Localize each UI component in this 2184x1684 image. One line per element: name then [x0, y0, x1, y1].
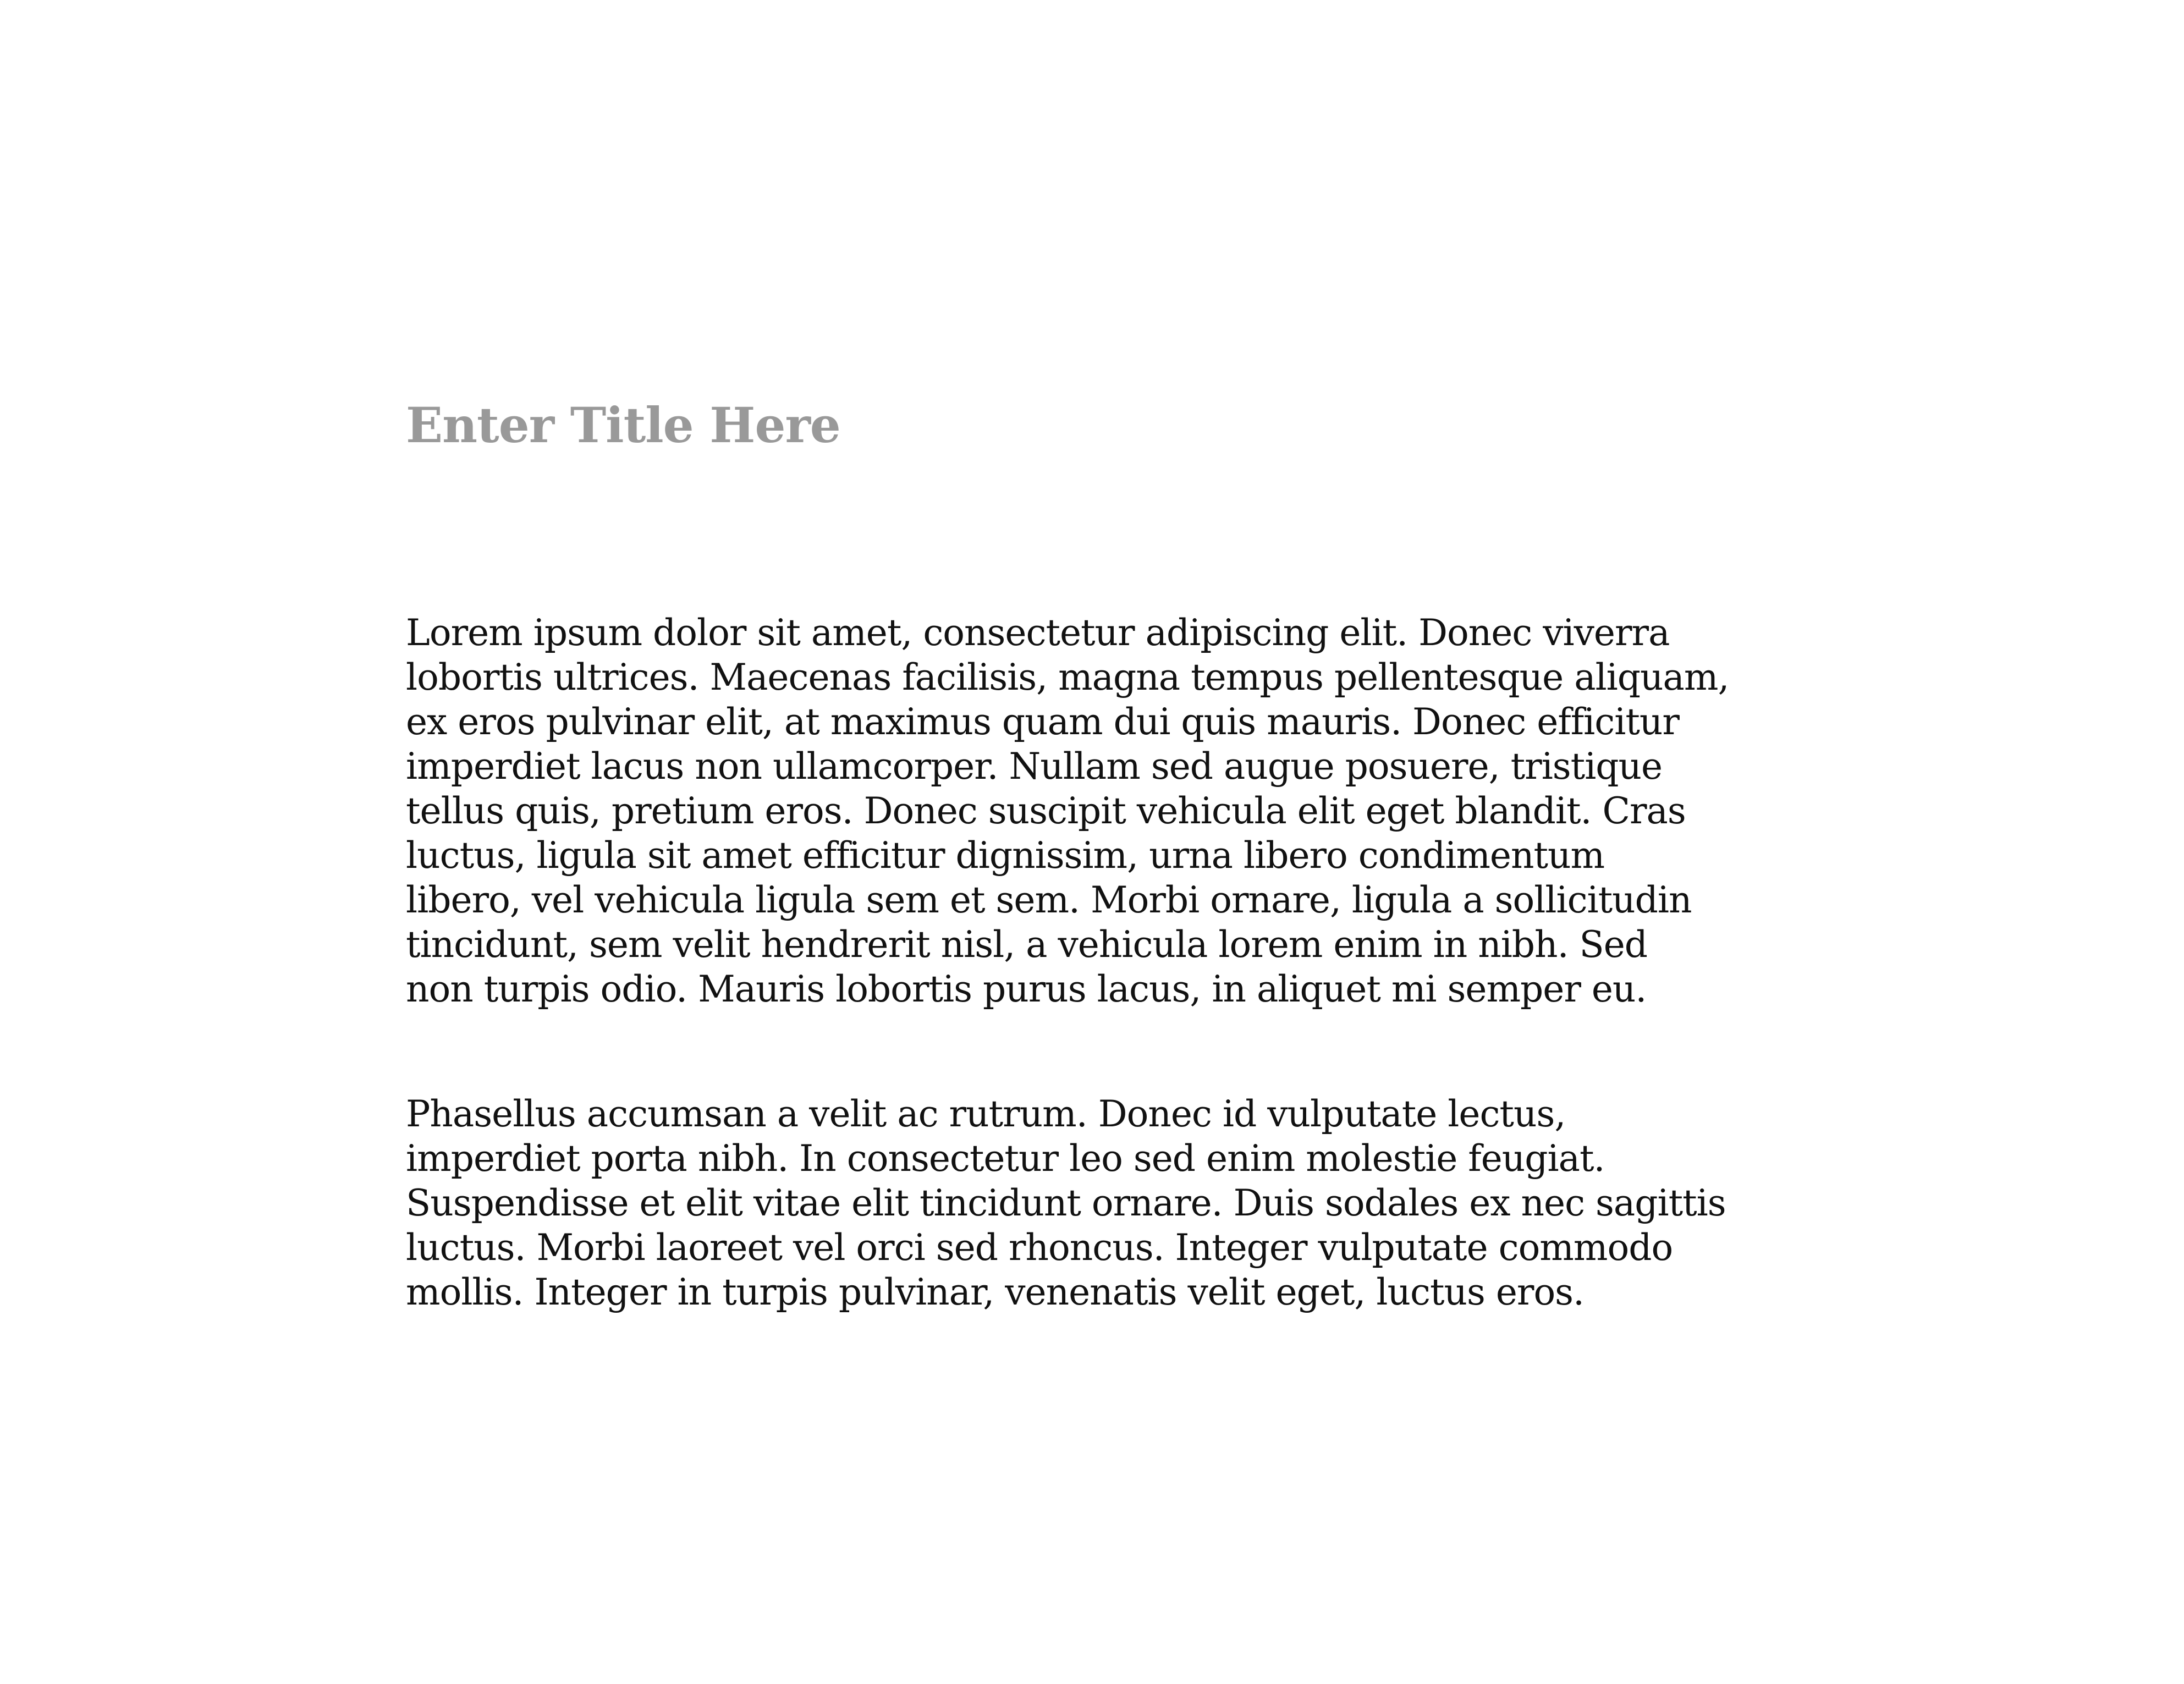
paragraph-line: tellus quis, pretium eros. Donec suscipit vehicula elit eget blandit. Cras	[406, 790, 1686, 832]
paragraph-line: Phasellus accumsan a velit ac rutrum. Donec id vulputate lectus,	[406, 1093, 1566, 1135]
paragraph-line: Suspendisse et elit vitae elit tincidunt ornare. Duis sodales ex nec sagittis	[406, 1182, 1726, 1224]
paragraph-line: imperdiet lacus non ullamcorper. Nullam sed augue posuere, tristique	[406, 745, 1663, 788]
body-paragraph-1[interactable]	[406, 610, 1781, 1011]
body-paragraph-2[interactable]	[406, 1092, 1781, 1314]
paragraph-line: tincidunt, sem velit hendrerit nisl, a vehicula lorem enim in nibh. Sed	[406, 923, 1648, 966]
paragraph-line: imperdiet porta nibh. In consectetur leo sed enim molestie feugiat.	[406, 1137, 1605, 1180]
paragraph-line: luctus, ligula sit amet efficitur dignissim, urna libero condimentum	[406, 834, 1605, 877]
paragraph-line: non turpis odio. Mauris lobortis purus lacus, in aliquet mi semper eu.	[406, 968, 1647, 1010]
paragraph-line: mollis. Integer in turpis pulvinar, venenatis velit eget, luctus eros.	[406, 1271, 1585, 1313]
paragraph-line: libero, vel vehicula ligula sem et sem. Morbi ornare, ligula a sollicitudin	[406, 879, 1692, 921]
paragraph-line: luctus. Morbi laoreet vel orci sed rhoncus. Integer vulputate commodo	[406, 1226, 1673, 1269]
paragraph-line: ex eros pulvinar elit, at maximus quam dui quis mauris. Donec efficitur	[406, 701, 1679, 743]
paragraph-line: lobortis ultrices. Maecenas facilisis, magna tempus pellentesque aliquam,	[406, 656, 1729, 698]
page-title[interactable]: Enter Title Here	[406, 397, 840, 454]
paragraph-line: Lorem ipsum dolor sit amet, consectetur adipiscing elit. Donec viverra	[406, 612, 1670, 654]
